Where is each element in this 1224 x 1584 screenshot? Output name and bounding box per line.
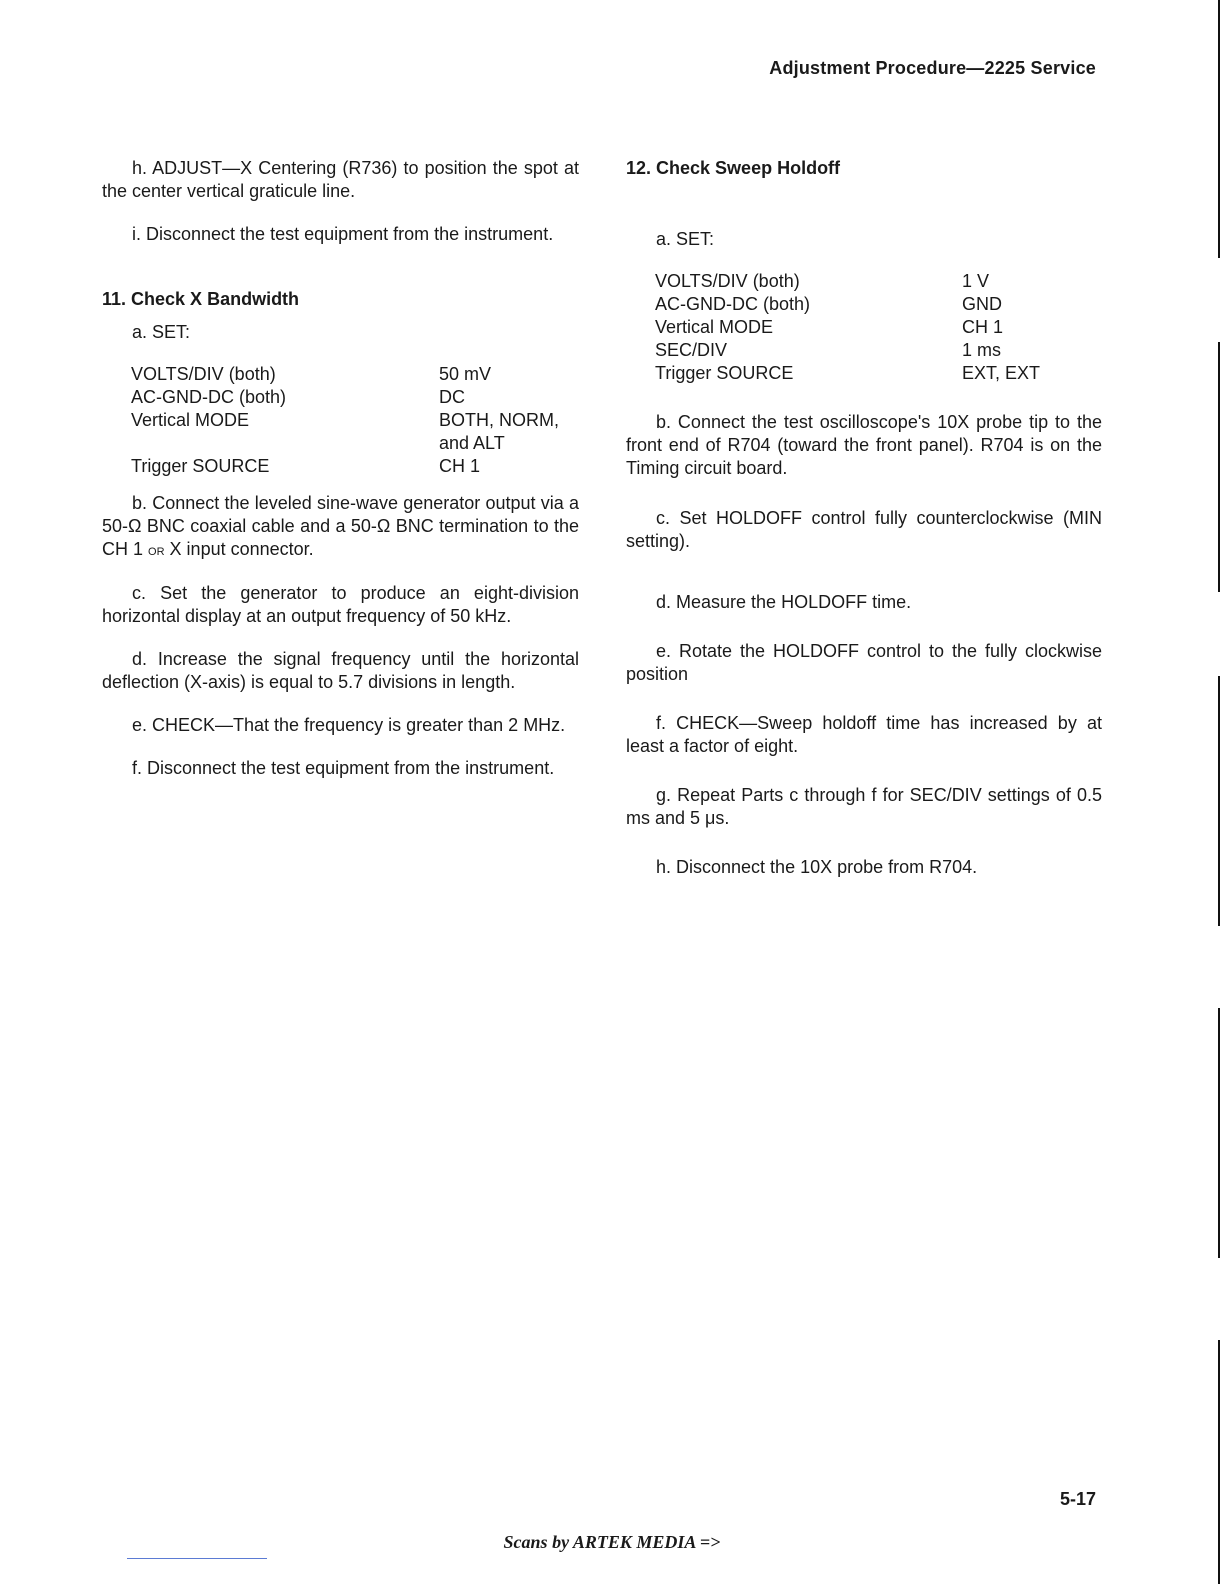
right-column: [626, 157, 1102, 879]
settings-row: [131, 363, 579, 386]
step-f-disconnect: f. Disconnect the test equipment from the instrument.: [132, 758, 555, 778]
setting-value: 50 mV: [439, 364, 492, 384]
setting-control: AC-GND-DC (both): [655, 294, 811, 314]
setting-control: AC-GND-DC (both): [131, 387, 287, 407]
settings-row: [655, 339, 1040, 362]
settings-row: [655, 316, 1040, 339]
settings-row: [131, 386, 579, 409]
scan-edge-mark: [1218, 0, 1220, 258]
step-b-connect-generator: [102, 492, 579, 562]
setting-value: DC: [439, 387, 465, 407]
step-h-disconnect-probe: h. Disconnect the 10X probe from R704.: [656, 857, 978, 877]
set-label: a. SET:: [132, 322, 191, 342]
scan-edge-mark: [1218, 676, 1220, 926]
step-b-text-pre: b. Connect the leveled sine-wave generator output via a 50-Ω BNC coaxial cable and a 50-Ω BNC termination to the CH 1: [102, 493, 579, 559]
setting-value: EXT, EXT: [962, 363, 1041, 383]
setting-value: 1 ms: [962, 340, 1002, 360]
step-g-repeat: g. Repeat Parts c through f for SEC/DIV settings of 0.5 ms and 5 μs.: [626, 785, 1102, 828]
page-header: Adjustment Procedure—2225 Service: [769, 58, 1096, 78]
settings-row: [131, 409, 579, 455]
step-h-adjust-x-centering: h. ADJUST—X Centering (R736) to position the spot at the center vertical graticule line.: [102, 158, 579, 201]
step-b-text-post: X input connector.: [169, 539, 314, 559]
step-c-set-holdoff: c. Set HOLDOFF control fully counterclockwise (MIN setting).: [626, 508, 1102, 551]
setting-value: 1 V: [962, 271, 990, 291]
setting-value: GND: [962, 294, 1002, 314]
set-label: a. SET:: [656, 229, 715, 249]
setting-control: VOLTS/DIV (both): [131, 364, 276, 384]
setting-control: Vertical MODE: [131, 410, 250, 430]
setting-control: Trigger SOURCE: [655, 363, 794, 383]
setting-control: VOLTS/DIV (both): [655, 271, 800, 291]
step-i-disconnect: i. Disconnect the test equipment from the instrument.: [132, 224, 554, 244]
page-number: 5-17: [1059, 1489, 1096, 1509]
step-e-rotate-holdoff: e. Rotate the HOLDOFF control to the fully clockwise position: [626, 641, 1102, 684]
scan-edge-mark: [1218, 342, 1220, 592]
scan-edge-mark: [1218, 1340, 1220, 1584]
section-title-check-sweep-holdoff: 12. Check Sweep Holdoff: [626, 158, 841, 178]
setting-control: SEC/DIV: [655, 340, 728, 360]
setting-value: CH 1: [962, 317, 1004, 337]
step-b-connect-probe: b. Connect the test oscilloscope's 10X probe tip to the front end of R704 (toward the front panel). R704 is on the Timing circuit board.: [626, 412, 1102, 478]
step-d-measure-holdoff: d. Measure the HOLDOFF time.: [656, 592, 912, 612]
setting-control: Trigger SOURCE: [131, 456, 270, 476]
settings-row: [655, 270, 1040, 293]
settings-table: [131, 363, 579, 478]
settings-row: [131, 455, 579, 478]
step-e-check-frequency: e. CHECK—That the frequency is greater than 2 MHz.: [132, 715, 566, 735]
settings-row: [655, 293, 1040, 316]
scan-credit-footer: Scans by ARTEK MEDIA =>: [503, 1532, 721, 1552]
step-b-or: or: [148, 542, 165, 559]
left-column: [102, 157, 579, 780]
settings-row: [655, 362, 1040, 385]
setting-value: BOTH, NORM, and ALT: [439, 410, 559, 453]
step-d-increase-frequency: d. Increase the signal frequency until the horizontal deflection (X-axis) is equal to 5.7 divisions in length.: [102, 649, 579, 692]
setting-control: Vertical MODE: [655, 317, 774, 337]
step-c-set-generator: c. Set the generator to produce an eight-division horizontal display at an output frequency of 50 kHz.: [102, 583, 579, 626]
section-title-check-x-bandwidth: 11. Check X Bandwidth: [102, 289, 300, 309]
footer-link-underline: [127, 1558, 267, 1559]
settings-table: [655, 270, 1040, 385]
scan-edge-mark: [1218, 1008, 1220, 1258]
step-f-check-holdoff: f. CHECK—Sweep holdoff time has increased by at least a factor of eight.: [626, 713, 1102, 756]
setting-value: CH 1: [439, 456, 481, 476]
